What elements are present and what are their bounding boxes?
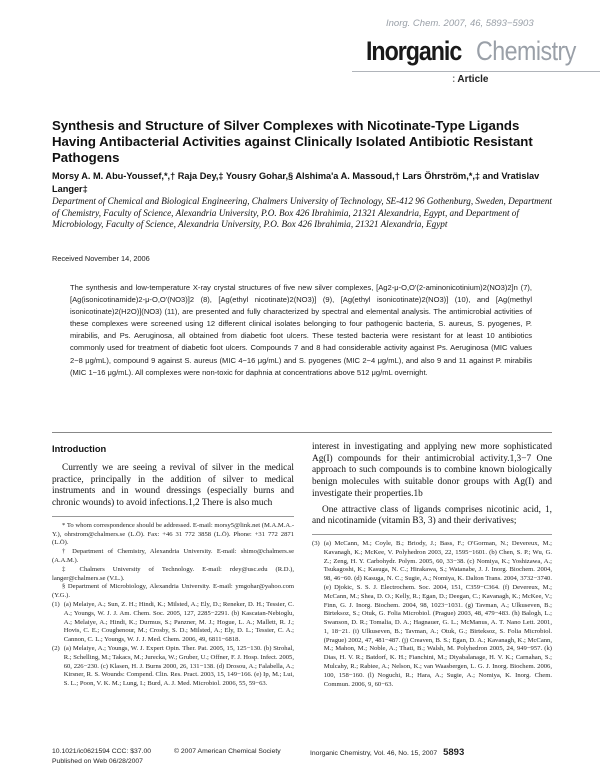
paper-title: Synthesis and Structure of Silver Complexes with Nicotinate-Type Ligands Having Antibacterial Activities against Clinically Isolated Antibiotic Resistant Pathogens xyxy=(52,118,533,165)
intro-paragraph-1: Currently we are seeing a revival of silver in the medical practice, principally in the addition of silver to medical instruments and in wound dressings (especially burns and chronic wounds) to avoid infections.1,2 There is also much xyxy=(52,463,294,509)
footer-journal-info xyxy=(310,747,464,758)
intro-paragraph-2: interest in investigating and applying new more sophisticated Ag(I) compounds for their antimicrobial activity.1,3−7 One approach to such compounds is to combine known biologically benign molecules with suitable donor groups with Ag(I) and investigate their properties.1b xyxy=(312,442,552,499)
footnote-section: § Department of Microbiology, Alexandria University. E-mail: ymgohar@yahoo.com (Y.G.). xyxy=(52,583,294,600)
received-date: Received November 14, 2006 xyxy=(52,254,150,263)
reference-text: (a) Melaiye, A.; Youngs, W. J. Expert Opin. Ther. Pat. 2005, 15, 125−130. (b) Strohal, R.; Schelling, M.; Takacs, M.; Jurecka, W.; Gruber, U.; Offner, F. J. Hosp. Infect. 2005, 60, 226−230. (c) Klasen, H. J. Burns 2000, 26, 131−138. (d) Drosou, A.; Falabella, A.; Kirsner, R. S. Wounds: Compend. Clin. Res. Pract. 2003, 15, 149−166. (e) Ip, M.; Lui, S. L.; Poon, V. K. M.; Lung, I.; Burd, A. J. Med. Microbiol. 2006, 55, 59−63. xyxy=(63,644,294,688)
article-dots: : xyxy=(452,74,456,85)
masthead-chemistry: Chemistry xyxy=(476,36,576,66)
right-column xyxy=(312,442,552,689)
reference-item xyxy=(312,540,552,690)
left-column xyxy=(52,442,294,689)
footnote-correspondence: * To whom correspondence should be addressed. E-mail: morsy5@link.net (M.A.M.A.-Y.), ohrstrom@chalmers.se (L.Ö). Fax: +46 31 772 3858 (L.Ö). Phone: +31 772 2871 (L.Ö). xyxy=(52,521,295,547)
reference-number: (2) xyxy=(52,644,60,652)
footer-doi: 10.1021/ic0621594 CCC: $37.00 xyxy=(52,748,152,755)
reference-number: (1) xyxy=(52,600,60,608)
footnote-double-dagger: ‡ Chalmers University of Technology. E-mail: rdey@usc.edu (R.D.), langer@chalmers.se (V.L.). xyxy=(52,565,294,582)
intro-paragraph-3: One attractive class of ligands comprises nicotinic acid, 1, and nicotinamide (vitamin B3, 3) and their derivatives; xyxy=(312,504,552,527)
footnote-dagger: † Department of Chemistry, Alexandria University. E-mail: shimo@chalmers.se (A.A.M.). xyxy=(52,548,294,564)
footer-published: Published on Web 06/28/2007 xyxy=(52,758,143,765)
journal-masthead xyxy=(366,36,576,67)
reference-text: (a) McCann, M.; Coyle, B.; Briody, J.; Bass, F.; O'Gorman, N.; Devereux, M.; Kavanagh, K.; McKee, V. Polyhedron 2003, 22, 1595−1601. (b) Chen, S. P.; Wu, G. Z.; Zeng, H. Y. Carbohydr. Polym. 2005, 60, 33−38. (c) Nomiya, K.; Yoshizawa, A.; Tsukagoshi, K.; Kasuga, N. C.; Hirakawa, S.; Watanabe, J. J. Inorg. Biochem. 2004, 98, 46−60. (d) Kasuga, N. C.; Sugie, A.; Nomiya, K. Dalton Trans. 2004, 3732−3740. (e) Djokic, S. S. J. Electrochem. Soc. 2004, 151, C359−C364. (f) Devereux, M.; McCann, M.; Shea, D. O.; Kelly, R.; Egan, D.; Deegan, C.; Kavanagh, K.; McKee, V.; Finn, G. J. Inorg. Biochem. 2004, 98, 1023−1031. (g) Tavman, A.; Ulkuseven, B.; Birteksoz, S.; Otuk, G. Folia Microbiol. (Prague) 2003, 48, 479−483. (h) Balogh, L.; Swanson, D. R.; Tomalia, D. A.; Hagnauer, G. L.; McManus, A. T. Nano Lett. 2001, 1, 18−21. (i) Ulkuseven, B.; Tavman, A.; Otuk, G.; Birteksoz, S. Folia Microbiol. (Prague) 2002, 47, 481−487. (j) Creaven, B. S.; Egan, D. A.; Kavanagh, K.; McCann, M.; Mahon, M.; Noble, A.; Thati, B.; Walsh, M. Polyhedron 2005, 24, 949−957. (k) Dias, H. V. R.; Batdorf, K. H.; Fianchini, M.; Diyabalanage, H. V. K.; Carnahan, S.; Mulcahy, R.; Rabiee, A.; Nelson, K.; van Waasbergen, L. G. J. Inorg. Biochem. 2006, 100, 158−160. (l) Noguchi, R.; Hara, A.; Sugie, A.; Nomiya, K. Inorg. Chem. Commun. 2006, 9, 60−63. xyxy=(323,539,552,688)
journal-header xyxy=(0,0,600,108)
masthead-inorganic: Inorganic xyxy=(366,36,462,66)
article-type xyxy=(452,74,488,85)
affiliations: Department of Chemical and Biological Engineering, Chalmers University of Technology, SE-412 96 Gothenburg, Sweden, Department of Chemistry, Faculty of Science, Alexandria University, P.O. Box 426 Ibrahimia, 21321 Alexandria, Egypt, and Department of Microbiology, Faculty of Science, Alexandria University, P.O. Box 426 Ibrahimia, 21321 Alexandria, Egypt xyxy=(52,196,552,230)
reference-number: (3) xyxy=(312,539,320,547)
abstract: The synthesis and low-temperature X-ray crystal structures of five new silver complexes, [Ag2-μ-O,O'(2-aminonicotinium)2(NO3)2]n (7), [Ag(isonicotinamide)2-μ-O,O'(NO3)]2 (8), [Ag(ethyl nicotinate)2(NO3)] (9), [Ag(ethyl isonicotinate)2(NO3)] (10), and [Ag(methyl isonicotinate)2(H2O)](NO3) (11), are presented and fully characterized by spectral and elemental analysis. The antimicrobial activities of these complexes were screened using 12 different clinical isolates belonging to four pathogenic bacteria, S. aureus, S. pyogenes, P. mirabilis, and Ps. Aeruginosa, all obtained from diabetic foot ulcers. These tested bacteria were resistant for at least 10 antibiotics commonly used for treatment of diabetic foot ulcers. Compounds 7 and 8 had considerable activity against Ps. Aeruginosa (MIC values 2−8 μg/mL), compound 9 against S. aureus (MIC 4−16 μg/mL) and S. pyogenes (MIC 2−4 μg/mL), and also 9 and 11 against P. mirabilis (MIC 1−16 μg/mL). All complexes were non-toxic for daphnia at concentrations above 512 μg/mL overnight. xyxy=(70,283,532,377)
footer-copyright: © 2007 American Chemical Society xyxy=(174,748,281,755)
reference-item xyxy=(52,645,294,689)
section-heading-introduction: Introduction xyxy=(52,444,107,454)
article-label: Article xyxy=(457,74,489,85)
citation: Inorg. Chem. 2007, 46, 5893−5903 xyxy=(386,18,534,29)
masthead-rule xyxy=(352,71,600,72)
authors: Morsy A. M. Abu-Youssef,*,† Raja Dey,‡ Yousry Gohar,§ Alshima'a A. Massoud,† Lars Öhrström,*,‡ and Vratislav Langer‡ xyxy=(52,171,540,194)
abstract-divider xyxy=(52,432,552,433)
reference-item xyxy=(52,601,294,645)
reference-text: (a) Melaiye, A.; Sun, Z. H.; Hindi, K.; Milsted, A.; Ely, D.; Reneker, D. H.; Tessier, C. A.; Youngs, W. J. J. Am. Chem. Soc. 2005, 127, 2285−2291. (b) Kascatan-Nebioglu, A.; Melaiye, A.; Hindi, K.; Durmus, S.; Panzner, M. J.; Hogue, L. A.; Mallett, R. J.; Hovis, C. E.; Coughenour, M.; Crosby, S. D.; Milsted, A.; Ely, D. L.; Tessier, C. A.; Cannon, C. L.; Youngs, W. J. J. Med. Chem. 2006, 49, 6811−6818. xyxy=(63,600,294,644)
footer-journal: Inorganic Chemistry, Vol. 46, No. 15, 2007 xyxy=(310,750,438,757)
page-number: 5893 xyxy=(443,747,465,758)
